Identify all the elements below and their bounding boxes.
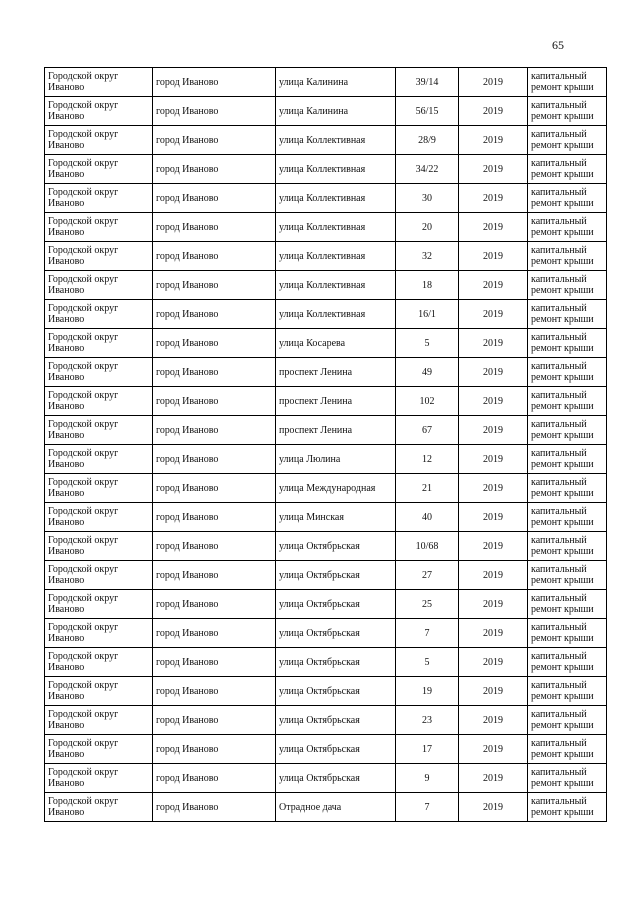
street-cell: улица Калинина [276, 68, 396, 97]
year-cell: 2019 [459, 793, 528, 822]
street-cell: улица Коллективная [276, 155, 396, 184]
district-line: Городской округ [48, 622, 119, 633]
work-type-line: капитальный [531, 361, 587, 372]
work-type-line: ремонт крыши [531, 778, 594, 789]
house-number-cell: 40 [396, 503, 459, 532]
city-cell: город Иваново [153, 358, 276, 387]
work-type-cell [528, 793, 607, 822]
house-number-cell: 30 [396, 184, 459, 213]
district-line: Иваново [48, 604, 85, 615]
street-cell: улица Октябрьская [276, 764, 396, 793]
city-cell: город Иваново [153, 97, 276, 126]
street-cell: улица Коллективная [276, 271, 396, 300]
street-cell: улица Коллективная [276, 213, 396, 242]
work-type-line: ремонт крыши [531, 517, 594, 528]
house-number-cell: 5 [396, 329, 459, 358]
work-type-line: капитальный [531, 390, 587, 401]
house-number-cell: 39/14 [396, 68, 459, 97]
work-type-cell [528, 329, 607, 358]
year-cell: 2019 [459, 503, 528, 532]
work-type-cell [528, 735, 607, 764]
district-line: Городской округ [48, 129, 119, 140]
district-cell [45, 271, 153, 300]
city-cell: город Иваново [153, 300, 276, 329]
table-row [45, 271, 607, 300]
house-number-cell: 20 [396, 213, 459, 242]
table-row [45, 97, 607, 126]
year-cell: 2019 [459, 68, 528, 97]
year-cell: 2019 [459, 474, 528, 503]
table-row [45, 155, 607, 184]
house-number-cell: 19 [396, 677, 459, 706]
work-type-line: капитальный [531, 709, 587, 720]
street-cell: улица Коллективная [276, 300, 396, 329]
district-line: Иваново [48, 662, 85, 673]
district-line: Иваново [48, 749, 85, 760]
work-type-cell [528, 242, 607, 271]
house-number-cell: 32 [396, 242, 459, 271]
district-line: Городской округ [48, 448, 119, 459]
street-cell: улица Калинина [276, 97, 396, 126]
district-cell [45, 155, 153, 184]
year-cell: 2019 [459, 271, 528, 300]
year-cell: 2019 [459, 387, 528, 416]
district-cell [45, 648, 153, 677]
street-cell: проспект Ленина [276, 358, 396, 387]
work-type-line: ремонт крыши [531, 256, 594, 267]
work-type-line: капитальный [531, 593, 587, 604]
work-type-cell [528, 213, 607, 242]
city-cell: город Иваново [153, 590, 276, 619]
work-type-line: ремонт крыши [531, 401, 594, 412]
street-cell: улица Октябрьская [276, 619, 396, 648]
district-line: Городской округ [48, 187, 119, 198]
district-line: Иваново [48, 575, 85, 586]
year-cell: 2019 [459, 416, 528, 445]
work-type-cell [528, 503, 607, 532]
work-type-line: капитальный [531, 506, 587, 517]
district-cell [45, 677, 153, 706]
work-type-cell [528, 416, 607, 445]
year-cell: 2019 [459, 735, 528, 764]
district-line: Иваново [48, 82, 85, 93]
table-row [45, 677, 607, 706]
work-type-line: ремонт крыши [531, 720, 594, 731]
city-cell: город Иваново [153, 619, 276, 648]
street-cell: улица Коллективная [276, 126, 396, 155]
district-cell [45, 329, 153, 358]
work-type-cell [528, 561, 607, 590]
district-cell [45, 764, 153, 793]
district-line: Городской округ [48, 477, 119, 488]
table-row [45, 561, 607, 590]
district-line: Городской округ [48, 506, 119, 517]
house-number-cell: 5 [396, 648, 459, 677]
house-number-cell: 25 [396, 590, 459, 619]
district-cell [45, 532, 153, 561]
street-cell: улица Косарева [276, 329, 396, 358]
work-type-line: ремонт крыши [531, 546, 594, 557]
year-cell: 2019 [459, 97, 528, 126]
district-cell [45, 619, 153, 648]
work-type-cell [528, 590, 607, 619]
house-number-cell: 10/68 [396, 532, 459, 561]
work-type-cell [528, 677, 607, 706]
district-cell [45, 387, 153, 416]
house-number-cell: 7 [396, 619, 459, 648]
house-number-cell: 28/9 [396, 126, 459, 155]
street-cell: улица Международная [276, 474, 396, 503]
work-type-line: капитальный [531, 245, 587, 256]
district-cell [45, 300, 153, 329]
table-row [45, 300, 607, 329]
work-type-line: капитальный [531, 187, 587, 198]
house-number-cell: 16/1 [396, 300, 459, 329]
table-row [45, 503, 607, 532]
work-type-line: ремонт крыши [531, 633, 594, 644]
work-type-line: капитальный [531, 448, 587, 459]
district-line: Городской округ [48, 274, 119, 285]
district-cell [45, 184, 153, 213]
work-type-line: ремонт крыши [531, 604, 594, 615]
work-type-cell [528, 474, 607, 503]
district-line: Иваново [48, 314, 85, 325]
work-type-line: капитальный [531, 332, 587, 343]
table-row [45, 532, 607, 561]
year-cell: 2019 [459, 242, 528, 271]
year-cell: 2019 [459, 184, 528, 213]
street-cell: Отрадное дача [276, 793, 396, 822]
work-type-line: капитальный [531, 564, 587, 575]
city-cell: город Иваново [153, 503, 276, 532]
city-cell: город Иваново [153, 242, 276, 271]
street-cell: проспект Ленина [276, 387, 396, 416]
street-cell: улица Октябрьская [276, 532, 396, 561]
district-line: Иваново [48, 256, 85, 267]
district-cell [45, 358, 153, 387]
table-row [45, 793, 607, 822]
district-line: Иваново [48, 720, 85, 731]
district-line: Городской округ [48, 593, 119, 604]
work-type-cell [528, 358, 607, 387]
district-line: Иваново [48, 633, 85, 644]
house-number-cell: 67 [396, 416, 459, 445]
district-cell [45, 97, 153, 126]
table-row [45, 474, 607, 503]
table-row [45, 735, 607, 764]
year-cell: 2019 [459, 358, 528, 387]
city-cell: город Иваново [153, 68, 276, 97]
house-number-cell: 18 [396, 271, 459, 300]
district-line: Городской округ [48, 303, 119, 314]
street-cell: улица Минская [276, 503, 396, 532]
table-row [45, 242, 607, 271]
district-line: Иваново [48, 517, 85, 528]
work-type-cell [528, 648, 607, 677]
work-type-line: ремонт крыши [531, 111, 594, 122]
work-type-line: ремонт крыши [531, 575, 594, 586]
district-line: Городской округ [48, 564, 119, 575]
house-number-cell: 12 [396, 445, 459, 474]
table-row [45, 648, 607, 677]
house-number-cell: 21 [396, 474, 459, 503]
district-line: Городской округ [48, 709, 119, 720]
work-type-cell [528, 126, 607, 155]
year-cell: 2019 [459, 590, 528, 619]
work-type-line: капитальный [531, 651, 587, 662]
district-line: Иваново [48, 169, 85, 180]
work-type-line: капитальный [531, 680, 587, 691]
work-type-cell [528, 184, 607, 213]
district-line: Иваново [48, 111, 85, 122]
work-type-line: капитальный [531, 622, 587, 633]
work-type-line: ремонт крыши [531, 82, 594, 93]
table-row [45, 445, 607, 474]
district-cell [45, 213, 153, 242]
year-cell: 2019 [459, 677, 528, 706]
work-type-line: ремонт крыши [531, 430, 594, 441]
city-cell: город Иваново [153, 126, 276, 155]
work-type-line: ремонт крыши [531, 662, 594, 673]
year-cell: 2019 [459, 445, 528, 474]
year-cell: 2019 [459, 706, 528, 735]
street-cell: улица Люлина [276, 445, 396, 474]
district-line: Городской округ [48, 390, 119, 401]
work-type-line: капитальный [531, 71, 587, 82]
table-row [45, 126, 607, 155]
work-type-cell [528, 271, 607, 300]
district-line: Городской округ [48, 796, 119, 807]
work-type-cell [528, 445, 607, 474]
city-cell: город Иваново [153, 561, 276, 590]
district-line: Городской округ [48, 361, 119, 372]
work-type-line: ремонт крыши [531, 169, 594, 180]
district-line: Иваново [48, 198, 85, 209]
work-type-line: ремонт крыши [531, 749, 594, 760]
district-line: Иваново [48, 488, 85, 499]
work-type-line: ремонт крыши [531, 314, 594, 325]
work-type-line: капитальный [531, 738, 587, 749]
work-type-line: капитальный [531, 129, 587, 140]
city-cell: город Иваново [153, 184, 276, 213]
page-number: 65 [552, 38, 564, 52]
district-line: Иваново [48, 285, 85, 296]
city-cell: город Иваново [153, 271, 276, 300]
district-cell [45, 68, 153, 97]
district-line: Иваново [48, 546, 85, 557]
district-cell [45, 561, 153, 590]
work-type-line: капитальный [531, 535, 587, 546]
district-line: Городской округ [48, 419, 119, 430]
work-type-line: капитальный [531, 477, 587, 488]
work-type-line: капитальный [531, 274, 587, 285]
street-cell: улица Октябрьская [276, 735, 396, 764]
city-cell: город Иваново [153, 735, 276, 764]
district-line: Городской округ [48, 535, 119, 546]
table-row [45, 184, 607, 213]
house-number-cell: 23 [396, 706, 459, 735]
street-cell: улица Коллективная [276, 242, 396, 271]
year-cell: 2019 [459, 561, 528, 590]
city-cell: город Иваново [153, 445, 276, 474]
work-type-line: ремонт крыши [531, 285, 594, 296]
work-type-line: ремонт крыши [531, 372, 594, 383]
work-type-cell [528, 532, 607, 561]
house-number-cell: 34/22 [396, 155, 459, 184]
work-type-line: ремонт крыши [531, 807, 594, 818]
house-number-cell: 102 [396, 387, 459, 416]
district-line: Иваново [48, 778, 85, 789]
table-row [45, 416, 607, 445]
district-line: Городской округ [48, 71, 119, 82]
city-cell: город Иваново [153, 416, 276, 445]
district-line: Иваново [48, 343, 85, 354]
house-number-cell: 17 [396, 735, 459, 764]
district-cell [45, 503, 153, 532]
district-line: Иваново [48, 459, 85, 470]
work-type-cell [528, 68, 607, 97]
table-row [45, 387, 607, 416]
district-cell [45, 126, 153, 155]
city-cell: город Иваново [153, 155, 276, 184]
work-type-cell [528, 97, 607, 126]
year-cell: 2019 [459, 532, 528, 561]
district-line: Иваново [48, 807, 85, 818]
district-line: Иваново [48, 401, 85, 412]
table-body [45, 68, 607, 822]
work-type-line: капитальный [531, 158, 587, 169]
district-line: Иваново [48, 140, 85, 151]
district-cell [45, 416, 153, 445]
district-cell [45, 706, 153, 735]
city-cell: город Иваново [153, 329, 276, 358]
city-cell: город Иваново [153, 213, 276, 242]
year-cell: 2019 [459, 764, 528, 793]
city-cell: город Иваново [153, 677, 276, 706]
work-type-cell [528, 706, 607, 735]
work-type-line: ремонт крыши [531, 140, 594, 151]
city-cell: город Иваново [153, 793, 276, 822]
house-number-cell: 49 [396, 358, 459, 387]
year-cell: 2019 [459, 155, 528, 184]
district-line: Иваново [48, 227, 85, 238]
work-type-line: капитальный [531, 100, 587, 111]
city-cell: город Иваново [153, 648, 276, 677]
year-cell: 2019 [459, 126, 528, 155]
work-type-line: ремонт крыши [531, 343, 594, 354]
table-row [45, 358, 607, 387]
work-type-line: капитальный [531, 767, 587, 778]
district-line: Городской округ [48, 100, 119, 111]
city-cell: город Иваново [153, 764, 276, 793]
house-number-cell: 9 [396, 764, 459, 793]
street-cell: проспект Ленина [276, 416, 396, 445]
house-number-cell: 27 [396, 561, 459, 590]
work-type-line: ремонт крыши [531, 459, 594, 470]
work-type-cell [528, 619, 607, 648]
district-line: Городской округ [48, 245, 119, 256]
work-type-cell [528, 387, 607, 416]
district-line: Городской округ [48, 651, 119, 662]
work-type-cell [528, 764, 607, 793]
city-cell: город Иваново [153, 387, 276, 416]
district-line: Иваново [48, 430, 85, 441]
district-line: Городской округ [48, 680, 119, 691]
year-cell: 2019 [459, 619, 528, 648]
work-type-cell [528, 300, 607, 329]
street-cell: улица Октябрьская [276, 706, 396, 735]
year-cell: 2019 [459, 329, 528, 358]
street-cell: улица Октябрьская [276, 648, 396, 677]
district-cell [45, 474, 153, 503]
table-row [45, 590, 607, 619]
house-number-cell: 56/15 [396, 97, 459, 126]
district-line: Иваново [48, 372, 85, 383]
work-type-line: капитальный [531, 216, 587, 227]
work-type-line: капитальный [531, 303, 587, 314]
work-type-line: ремонт крыши [531, 488, 594, 499]
work-type-line: ремонт крыши [531, 198, 594, 209]
district-cell [45, 793, 153, 822]
district-line: Городской округ [48, 767, 119, 778]
district-cell [45, 735, 153, 764]
district-line: Городской округ [48, 332, 119, 343]
city-cell: город Иваново [153, 474, 276, 503]
district-line: Городской округ [48, 158, 119, 169]
year-cell: 2019 [459, 648, 528, 677]
district-line: Городской округ [48, 216, 119, 227]
street-cell: улица Коллективная [276, 184, 396, 213]
table-row [45, 764, 607, 793]
district-line: Иваново [48, 691, 85, 702]
street-cell: улица Октябрьская [276, 590, 396, 619]
table-row [45, 619, 607, 648]
district-line: Городской округ [48, 738, 119, 749]
work-type-line: ремонт крыши [531, 691, 594, 702]
city-cell: город Иваново [153, 706, 276, 735]
table-row [45, 213, 607, 242]
house-number-cell: 7 [396, 793, 459, 822]
table-row [45, 68, 607, 97]
street-cell: улица Октябрьская [276, 677, 396, 706]
table-row [45, 706, 607, 735]
work-type-line: капитальный [531, 796, 587, 807]
district-cell [45, 590, 153, 619]
street-cell: улица Октябрьская [276, 561, 396, 590]
district-cell [45, 242, 153, 271]
work-type-line: ремонт крыши [531, 227, 594, 238]
work-type-cell [528, 155, 607, 184]
year-cell: 2019 [459, 300, 528, 329]
work-type-line: капитальный [531, 419, 587, 430]
roof-repair-registry-table [44, 67, 607, 822]
table-row [45, 329, 607, 358]
year-cell: 2019 [459, 213, 528, 242]
district-cell [45, 445, 153, 474]
city-cell: город Иваново [153, 532, 276, 561]
